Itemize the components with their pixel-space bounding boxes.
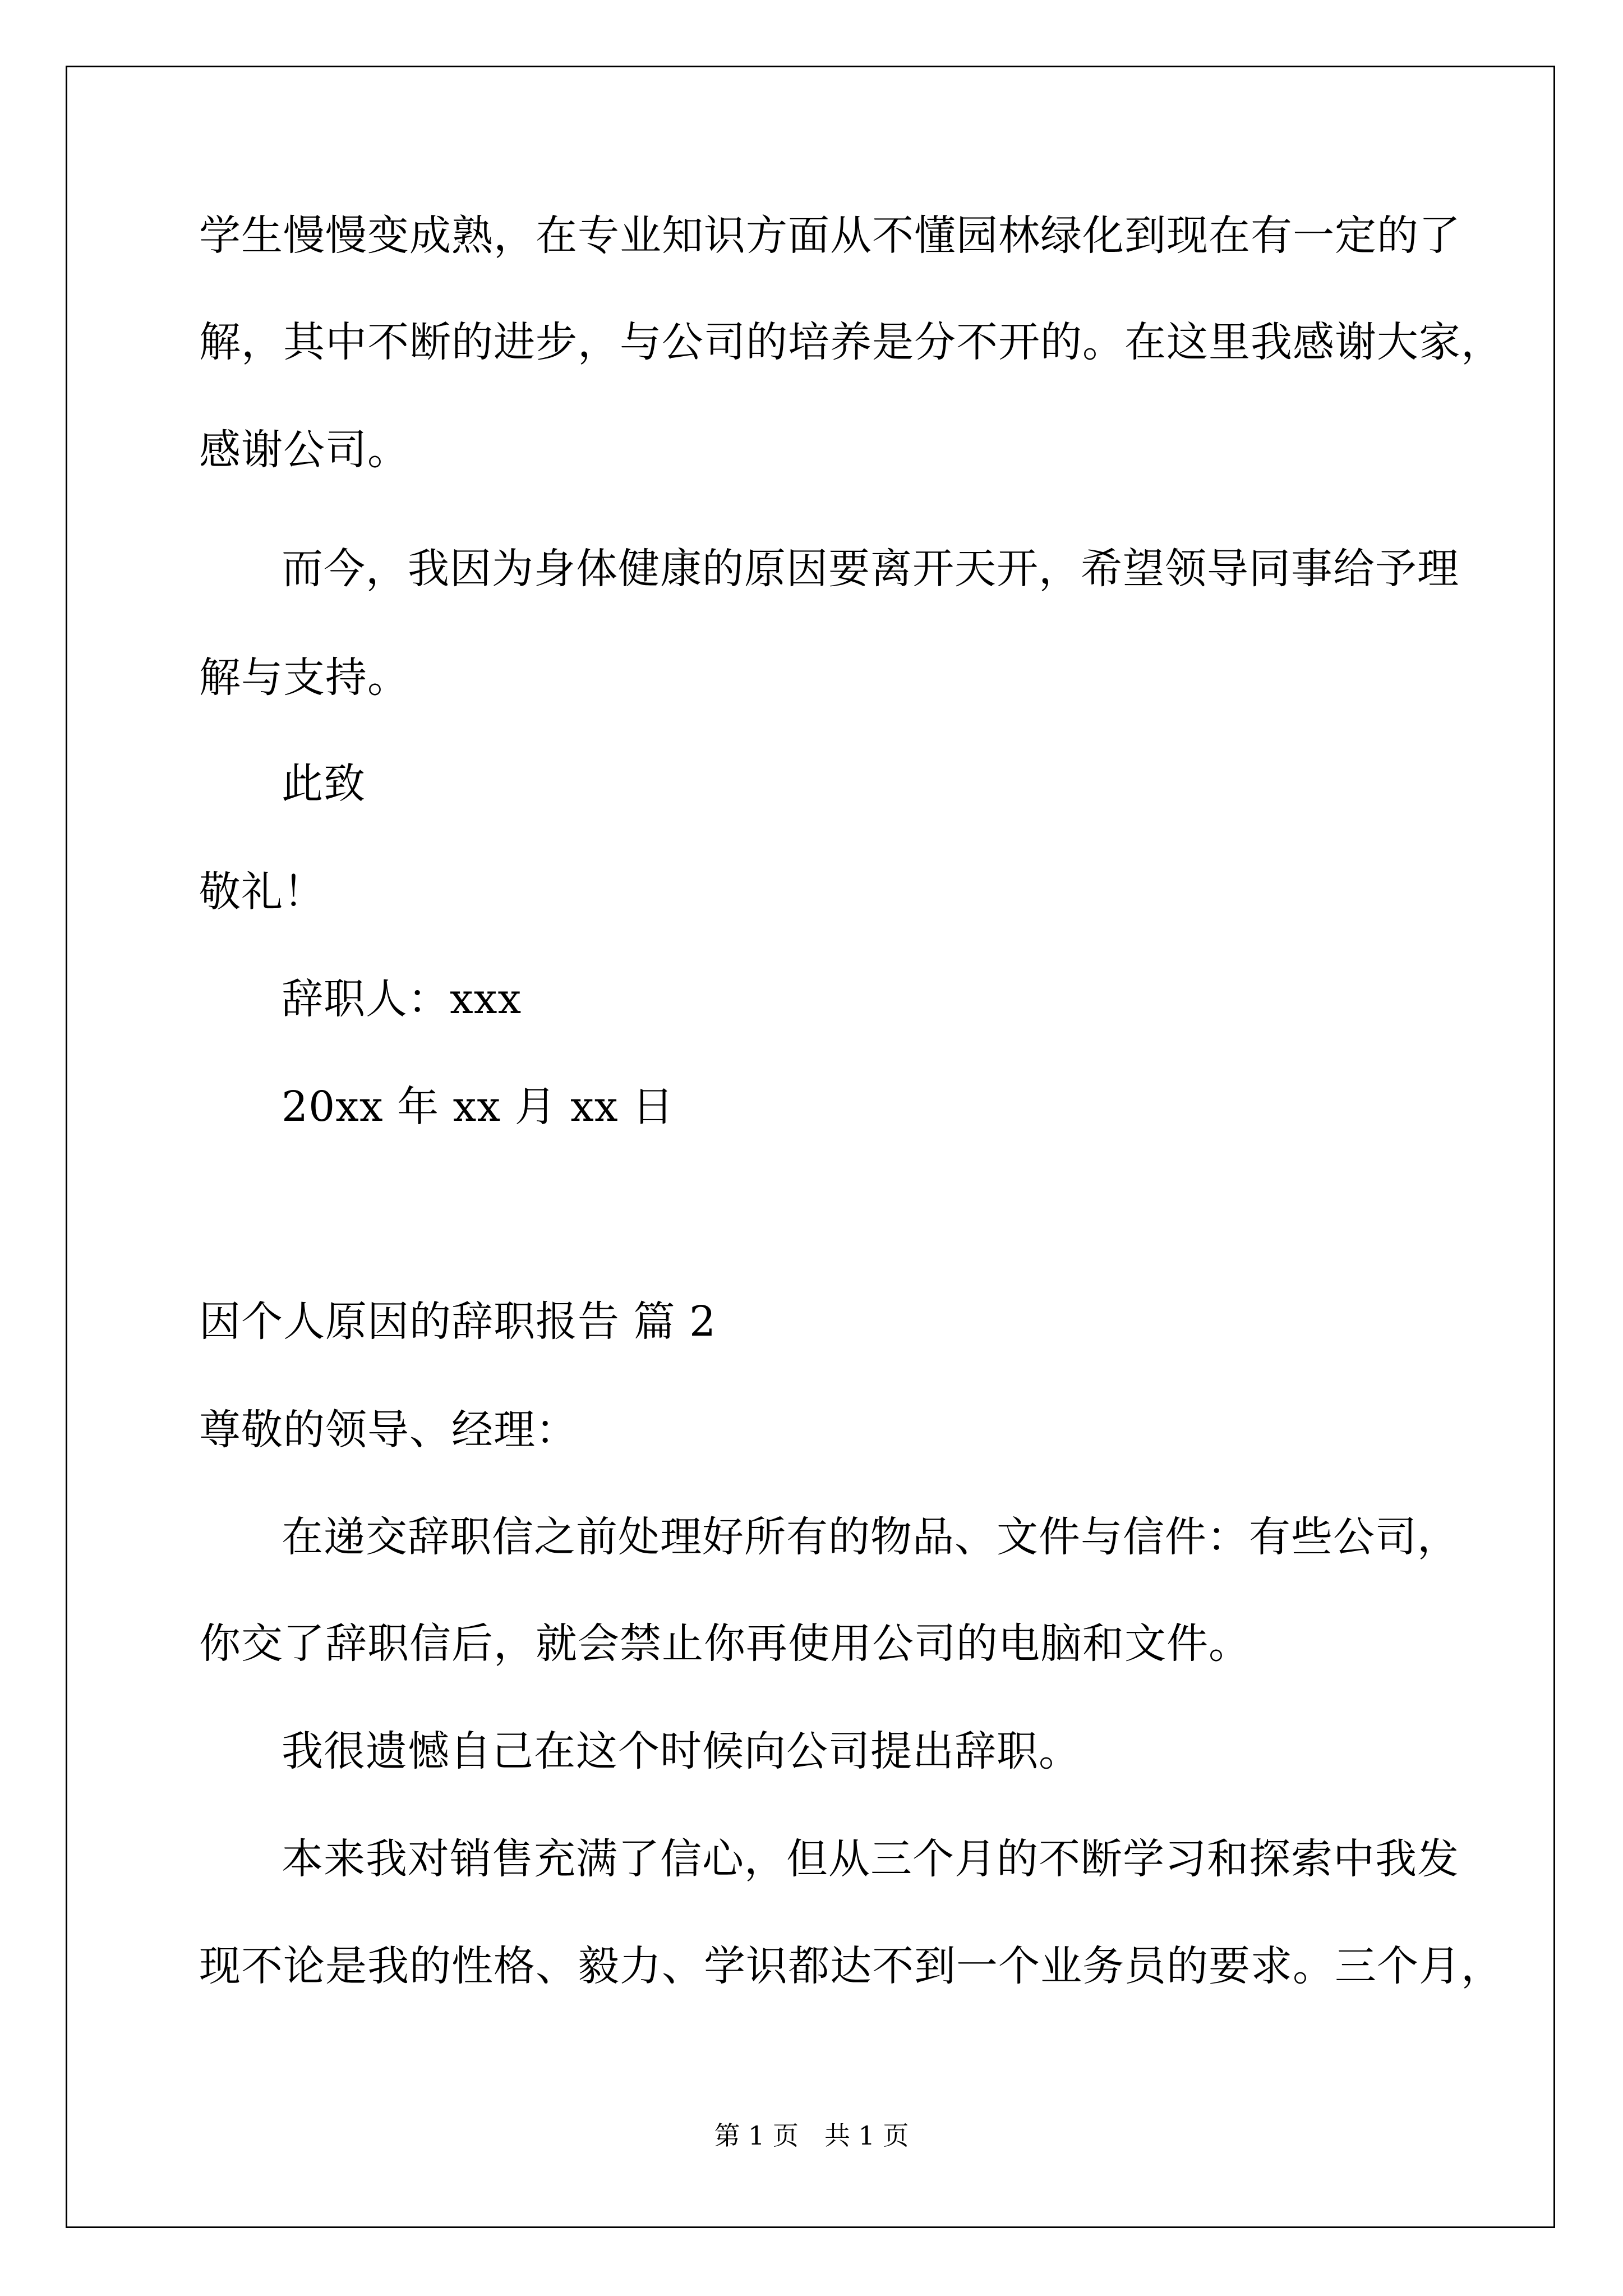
- closing-phrase: 此致: [282, 760, 366, 808]
- date-line: 20xx 年 xx 月 xx 日: [282, 1083, 675, 1131]
- greeting: 尊敬的领导、经理：: [199, 1406, 578, 1454]
- page-total: 共 1 页: [824, 2120, 909, 2151]
- body-line-3: 感谢公司。: [199, 426, 409, 474]
- page-footer: [0, 2119, 1623, 2152]
- body-line-10: 现不论是我的性格、毅力、学识都达不到一个业务员的要求。三个月，: [199, 1942, 1503, 1990]
- page-number: 第 1 页: [714, 2120, 799, 2151]
- signatory: 辞职人：xxx: [282, 975, 522, 1023]
- body-line-8: 我很遗憾自己在这个时候向公司提出辞职。: [282, 1727, 1081, 1775]
- body-line-6: 在递交辞职信之前处理好所有的物品、文件与信件：有些公司，: [282, 1513, 1459, 1561]
- body-line-9: 本来我对销售充满了信心，但从三个月的不断学习和探索中我发: [282, 1835, 1459, 1883]
- body-line-4: 而今，我因为身体健康的原因要离开天开，希望领导同事给予理: [282, 545, 1459, 593]
- section-heading: 因个人原因的辞职报告 篇 2: [199, 1297, 717, 1346]
- salutation: 敬礼！: [199, 868, 325, 916]
- page-frame: [66, 66, 1555, 2228]
- body-line-5: 解与支持。: [199, 654, 409, 702]
- body-line-7: 你交了辞职信后，就会禁止你再使用公司的电脑和文件。: [199, 1619, 1251, 1668]
- body-line-1: 学生慢慢变成熟，在专业知识方面从不懂园林绿化到现在有一定的了: [199, 211, 1461, 260]
- body-line-2: 解，其中不断的进步，与公司的培养是分不开的。在这里我感谢大家，: [199, 318, 1503, 366]
